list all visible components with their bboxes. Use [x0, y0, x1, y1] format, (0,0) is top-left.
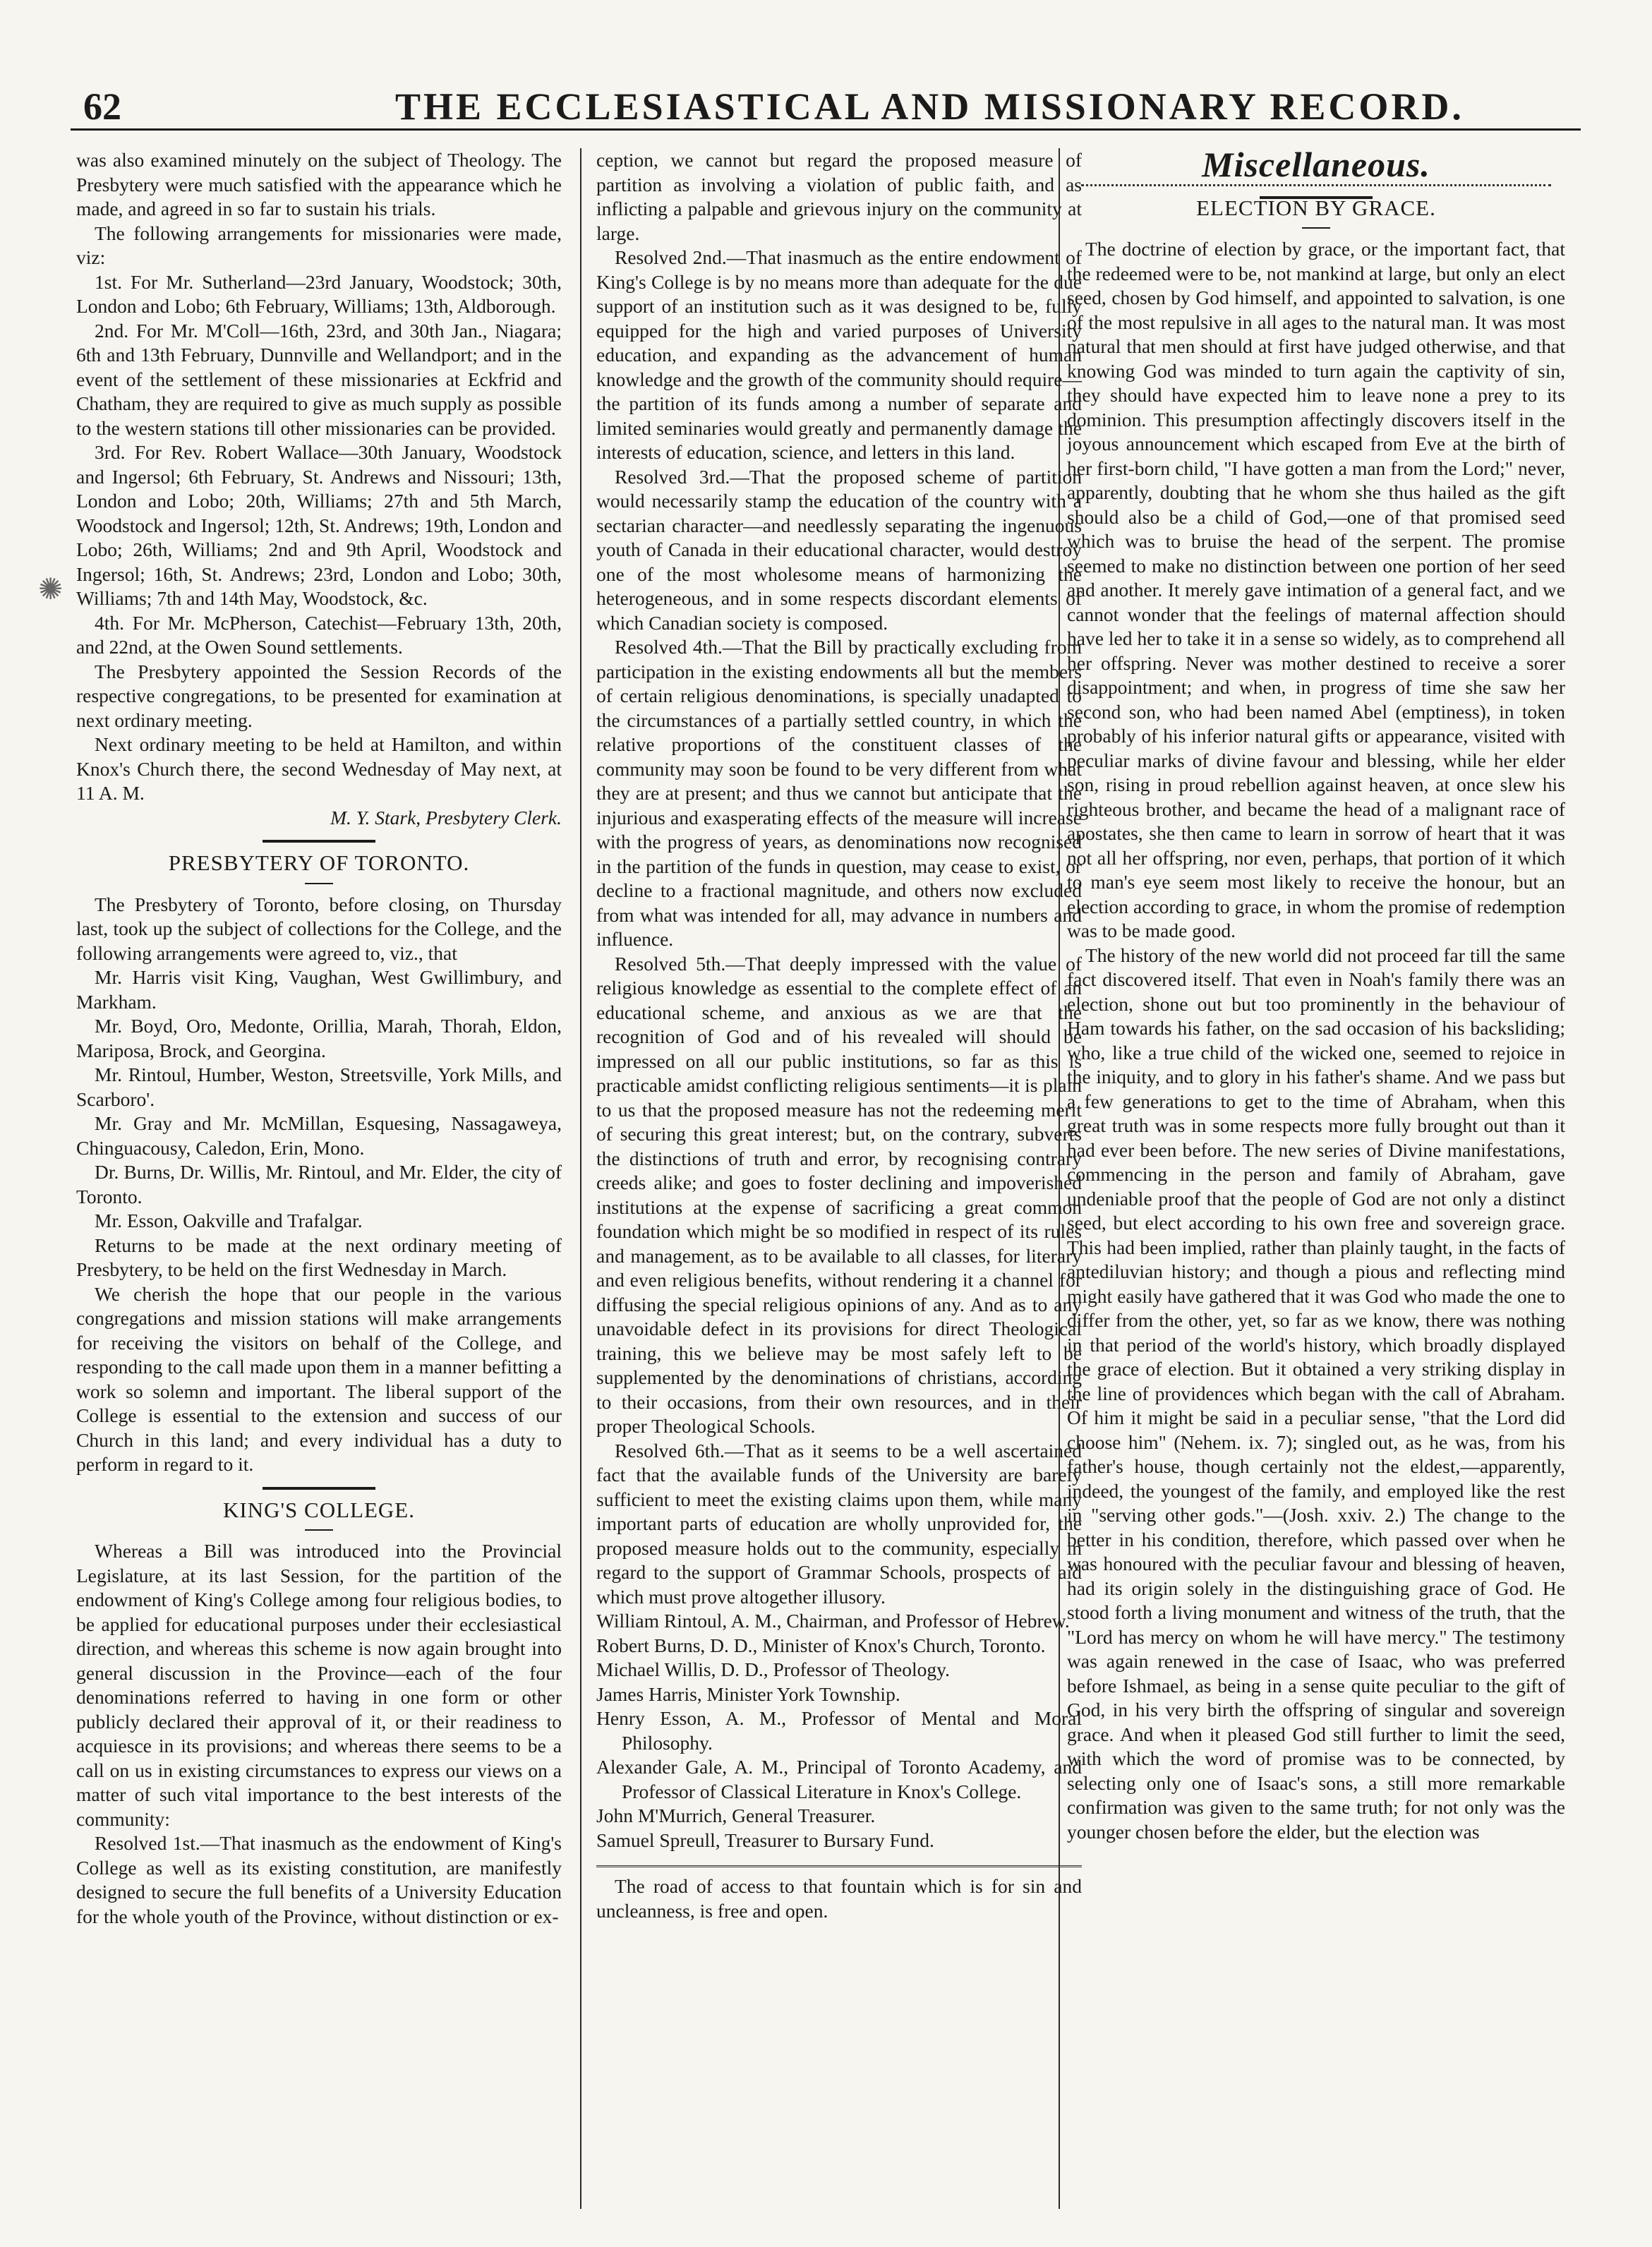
- paragraph: Whereas a Bill was introduced into the Provincial Legislature, at its last Session, for the partition of the endowment of King's College among four religious bodies, to be applied for educational purposes under their ecclesiastical direction, and whereas this scheme is now again brought into general discussion in the Province—each of the four denominations referred to having in one form or other publicly declared their approval of it, or their readiness to acquiesce in its provisions; and whereas there seems to be a call on us in existing circumstances to express our views on a matter of such vital importance to the best interests of the community:: [76, 1540, 562, 1830]
- paragraph: The Presbytery of Toronto, before closing, on Thursday last, took up the subject of collections for the College, and the following arrangements were agreed to, viz., that: [76, 893, 562, 964]
- paragraph: 3rd. For Rev. Robert Wallace—30th January, Woodstock and Ingersol; 6th February, St. Andrews and Nissouri; 13th, London and Lobo; 20th, Williams; 27th and 5th March, Woodstock and Ingersol; 12th, St. Andrews; 19th, London and Lobo; 26th, Williams; 2nd and 9th April, Woodstock and Ingersol; 16th, St. Andrews; 23rd, London and Lobo; 30th, Williams; 7th and 14th May, Woodstock, &c.: [76, 441, 562, 609]
- paragraph: Next ordinary meeting to be held at Hamilton, and within Knox's Church there, the second Wednesday of May next, at 11 A. M.: [76, 733, 562, 804]
- paragraph: Resolved 2nd.—That inasmuch as the entire endowment of King's College is by no means more than adequate for the due support of an institution such as it was designed to be, fully equipped for the high and varied purposes of University education, and expanding as the advancement of human knowledge and the growth of the community should require—the partition of its funds among a number of separate and limited seminaries would greatly and permanently damage the interests of education, science, and letters in this land.: [596, 246, 1082, 463]
- paragraph: 2nd. For Mr. M'Coll—16th, 23rd, and 30th Jan., Niagara; 6th and 13th February, Dunnville and Wellandport; and in the event of the settlement of these missionaries at Eckfrid and Chatham, they are required to give as much supply as possible to the western stations till other missionaries can be provided.: [76, 319, 562, 439]
- paragraph: Resolved 1st.—That inasmuch as the endowment of King's College as well as its existing constitution, are manifestly designed to secure the full benefits of a University Education for the whole youth of the Province, without distinction or ex-: [76, 1832, 562, 1927]
- paragraph: 1st. For Mr. Sutherland—23rd January, Woodstock; 30th, London and Lobo; 6th February, Williams; 13th, Aldborough.: [76, 270, 562, 317]
- paragraph: Mr. Boyd, Oro, Medonte, Orillia, Marah, Thorah, Eldon, Mariposa, Brock, and Georgina.: [76, 1015, 562, 1061]
- paragraph: The following arrangements for missionaries were made, viz:: [76, 222, 562, 268]
- signatory: Michael Willis, D. D., Professor of Theology.: [596, 1658, 950, 1680]
- miscellaneous-heading: Miscellaneous.: [1202, 145, 1430, 184]
- ink-blot-icon: ✺: [38, 574, 64, 606]
- column-left: [76, 148, 562, 1929]
- paragraph: Resolved 4th.—That the Bill by practically excluding from participation in the existing endowments all but the members of certain religious denominations, is specially unadapted to the circumstances of a partially settled country, in which the relative proportions of the constituent classes of the community may soon be found to be very different from what they are at present; and thus we cannot but anticipate that the injurious and exasperating effects of the measure will increase with the progress of years, as denominations now recognised in the partition of the funds in question, may cease to exist, or decline to a fractional magnitude, and others now excluded from what was intended for all, may advance in numbers and influence.: [596, 636, 1082, 950]
- signatory: Henry Esson, A. M., Professor of Mental and Moral Philosophy.: [596, 1707, 1082, 1754]
- page-number: 62: [83, 85, 121, 128]
- paragraph: Dr. Burns, Dr. Willis, Mr. Rintoul, and Mr. Elder, the city of Toronto.: [76, 1161, 562, 1207]
- section-rule: [596, 1865, 1082, 1867]
- title-rule: [1302, 227, 1330, 229]
- paragraph: We cherish the hope that our people in the various congregations and mission stations will make arrangements for receiving the visitors on behalf of the College, and responding to the call made upon them in a manner befitting a work so solemn and important. The liberal support of the College is essential to the extension and success of our Church in this land; and every individual has a duty to perform in regard to it.: [76, 1282, 562, 1475]
- signature: M. Y. Stark, Presbytery Clerk.: [330, 806, 562, 829]
- signatory-list: [596, 1609, 1082, 1853]
- paragraph: The history of the new world did not proceed far till the same fact discovered itself. That even in Noah's family there was an election, shone out but too prominently in the behaviour of Ham towards his father, on the sad occasion of his backsliding; who, like a true child of the wicked one, seemed to rejoice in the iniquity, and to glory in his father's shame. And we pass but a few generations to get to the time of Abraham, when this great truth was in some respects more fully brought out than it had ever been before. The new series of Divine manifestations, commencing in the person and family of Abraham, gave undeniable proof that the people of God are not only a distinct seed, but elect according to his own free and sovereign grace. This had been implied, rather than plainly taught, in the facts of antediluvian history; and though a pious and reflecting mind might easily have gathered that it was God who made the one to differ from the other, yet, so far as we know, there was nothing in that period of the world's history, which broadly displayed the grace of election. But it obtained a very striking display in the line of providences which began with the call of Abraham. Of him it might be said in a peculiar sense, "that the Lord did choose him" (Nehem. ix. 7); singled out, as he was, from his father's house, though certainly not the eldest,—apparently, indeed, the youngest of the family, and employed like the rest in "serving other gods."—(Josh. xxiv. 2.) The change to the better in his condition, therefore, which passed over when he was honoured with the peculiar favour and blessing of heaven, had its origin solely in the distinguishing grace of God. He stood forth a living monument and witness of the truth, that the "Lord has mercy on whom he will have mercy." The testimony was again renewed in the case of Isaac, who was preferred before Ishmael, as being in a sense quite peculiar to the gift of God, in his very birth the offspring of singular and sovereign grace. And when it pleased God still further to limit the seed, with which the word of promise was to be connected, by selecting only one of Isaac's sons, a still more remarkable confirmation was given to the same truth; for not only was the younger chosen before the elder, but the election was: [1067, 944, 1565, 1843]
- title-rule: [305, 883, 333, 884]
- signatory: William Rintoul, A. M., Chairman, and Professor of Hebrew.: [596, 1610, 1070, 1632]
- signatory: Samuel Spreull, Treasurer to Bursary Fund.: [596, 1829, 934, 1851]
- section-title: KING'S COLLEGE.: [76, 1487, 562, 1523]
- paragraph: Mr. Harris visit King, Vaughan, West Gwillimbury, and Markham.: [76, 966, 562, 1013]
- journal-title: THE ECCLESIASTICAL AND MISSIONARY RECORD.: [395, 85, 1464, 128]
- column-divider: [580, 148, 581, 2209]
- signatory: Alexander Gale, A. M., Principal of Toronto Academy, and Professor of Classical Literature in Knox's College.: [596, 1756, 1082, 1802]
- paragraph: Returns to be made at the next ordinary meeting of Presbytery, to be held on the first Wednesday in March.: [76, 1234, 562, 1280]
- paragraph: Resolved 3rd.—That the proposed scheme of partition would necessarily stamp the education of the country with a sectarian character—and needlessly separating the ingenuous youth of Canada in their educational character, would destroy one of the most wholesome means of harmonizing the heterogeneous, and in some respects discordant elements of which Canadian society is composed.: [596, 465, 1082, 634]
- column-middle: [596, 148, 1082, 1923]
- section-title: PRESBYTERY OF TORONTO.: [76, 840, 562, 876]
- paragraph: Mr. Esson, Oakville and Trafalgar.: [95, 1210, 363, 1231]
- signatory: Robert Burns, D. D., Minister of Knox's Church, Toronto.: [596, 1634, 1046, 1656]
- signatory: John M'Murrich, General Treasurer.: [596, 1805, 876, 1826]
- paragraph: The Presbytery appointed the Session Records of the respective congregations, to be presented for examination at next ordinary meeting.: [76, 660, 562, 731]
- title-rule: [305, 1529, 333, 1531]
- quote: The road of access to that fountain which is for sin and uncleanness, is free and open.: [596, 1875, 1082, 1922]
- paragraph: Resolved 5th.—That deeply impressed with the value of religious knowledge as essential to the complete effect of an educational scheme, and anxious as we are that the recognition of God and of his revealed will should be impressed on all our public institutions, so far as this is practicable amidst conflicting religious sentiments—it is plain to us that the proposed measure has not the redeeming merit of securing this great interest; but, on the contrary, subverts the distinctions of truth and error, by recognising contrary creeds alike; and goes to foster declining and impoverished institutions at the expense of sacrificing a great common foundation which might be so modified in respect of its rules and management, as to be available to all classes, for literary and even religious benefits, without rendering it a channel for diffusing the special religious opinions of any. And as to any unavoidable defect in its provisions for direct Theological training, this we believe may be most safely left to be supplemented by the denominations of christians, according to their occasions, from their own resources, and in their proper Theological Schools.: [596, 952, 1082, 1437]
- paragraph: was also examined minutely on the subject of Theology. The Presbytery were much satisfied with the appearance which he made, and agreed in so far to sustain his trials.: [76, 149, 562, 219]
- paragraph: Mr. Rintoul, Humber, Weston, Streetsville, York Mills, and Scarboro'.: [76, 1064, 562, 1110]
- paragraph: 4th. For Mr. McPherson, Catechist—February 13th, 20th, and 22nd, at the Owen Sound settlements.: [76, 611, 562, 658]
- article-title: ELECTION BY GRACE.: [1067, 196, 1565, 221]
- paragraph: ception, we cannot but regard the proposed measure of partition as involving a violation of public faith, and as inflicting a palpable and grievous injury on the community at large.: [596, 149, 1082, 244]
- paragraph: Resolved 6th.—That as it seems to be a well ascertained fact that the available funds of the University are barely sufficient to meet the existing claims upon them, while many important parts of education are wholly unprovided for, the proposed measure holds out to the community, especially in regard to the support of Grammar Schools, prospects of aid which must prove altogether illusory.: [596, 1439, 1082, 1608]
- page-header: [71, 79, 1581, 131]
- signatory: James Harris, Minister York Township.: [596, 1682, 900, 1705]
- column-right: [1067, 145, 1565, 1844]
- paragraph: Mr. Gray and Mr. McMillan, Esquesing, Nassagaweya, Chinguacousy, Caledon, Erin, Mono.: [76, 1112, 562, 1159]
- paragraph: The doctrine of election by grace, or the important fact, that the redeemed were to be, not mankind at large, but only an elect seed, chosen by God himself, and appointed to salvation, is one of the most repulsive in all ages to the natural man. It was most natural that men should at first have judged otherwise, and that knowing God was minded to turn again the captivity of sin, they should have expected him to leave none a prey to its dominion. This presumption affectingly discovers itself in the joyous announcement which escaped from Eve at the birth of her first-born child, "I have gotten a man from the Lord;" never, apparently, doubting that he whom she thus hailed as the gift should also be a child of God,—one of that promised seed which was to bruise the head of the serpent. The promise seemed to make no distinction between one portion of her seed and another. It merely gave intimation of a general fact, and we cannot wonder that the feelings of maternal affection should have led her to take it in a sense so widely, as to comprehend all her offspring. Never was mother destined to receive a sorer disappointment; and when, in progress of time she saw her second son, who had been named Abel (emptiness), in token probably of his inferior natural gifts or appearance, visited with peculiar marks of divine favour and blessing, while her elder son, rising in proud rebellion against heaven, at once slew his righteous brother, and became the head of a malignant race of apostates, she then came to learn in sorrow of heart that it was not all her offspring, nor even, perhaps, that portion of it which to man's eye seem most likely to receive the honour, but an election according to grace, in whom the promise of redemption was to be made good.: [1067, 238, 1565, 941]
